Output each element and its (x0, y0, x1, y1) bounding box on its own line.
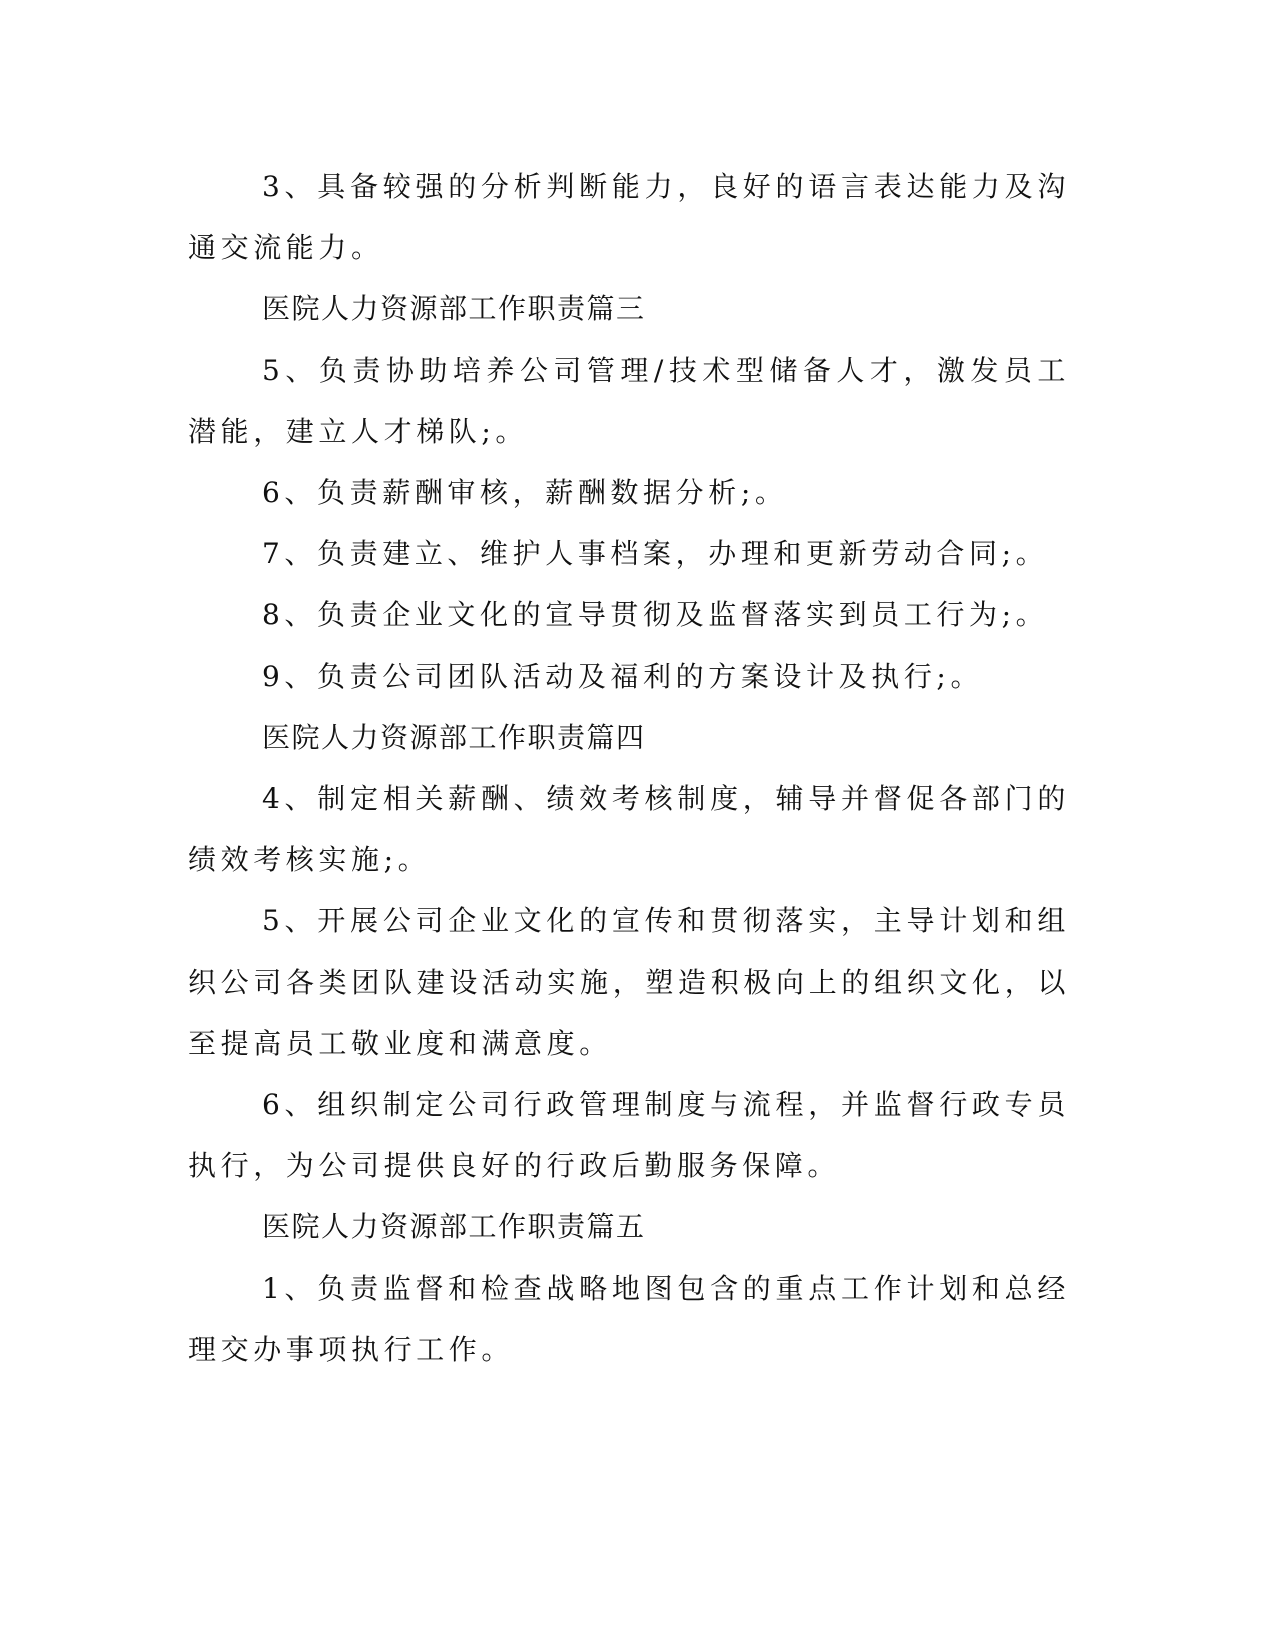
document-body (188, 156, 1070, 1380)
paragraph-item-5: 5、负责协助培养公司管理/技术型储备人才，激发员工潜能，建立人才梯队;。 (188, 353, 1070, 448)
paragraph-item-5-culture: 5、开展公司企业文化的宣传和贯彻落实，主导计划和组织公司各类团队建设活动实施，塑造积极向上的组织文化，以至提高员工敬业度和满意度。 (188, 904, 1070, 1060)
paragraph-item-7: 7、负责建立、维护人事档案，办理和更新劳动合同;。 (262, 537, 1049, 571)
paragraph-item-4: 4、制定相关薪酬、绩效考核制度，辅导并督促各部门的绩效考核实施;。 (188, 782, 1070, 877)
paragraph-item-8: 8、负责企业文化的宣导贯彻及监督落实到员工行为;。 (262, 598, 1049, 632)
paragraph-item-9: 9、负责公司团队活动及福利的方案设计及执行;。 (262, 659, 984, 693)
section-heading-part-4: 医院人力资源部工作职责篇四 (262, 720, 646, 754)
paragraph-item-3: 3、具备较强的分析判断能力，良好的语言表达能力及沟通交流能力。 (188, 170, 1070, 265)
section-heading-part-5: 医院人力资源部工作职责篇五 (262, 1210, 646, 1244)
paragraph-item-6: 6、负责薪酬审核，薪酬数据分析;。 (262, 476, 788, 510)
section-heading-part-3: 医院人力资源部工作职责篇三 (262, 292, 646, 326)
paragraph-item-6-admin: 6、组织制定公司行政管理制度与流程，并监督行政专员执行，为公司提供良好的行政后勤服务保障。 (188, 1088, 1070, 1183)
paragraph-item-1: 1、负责监督和检查战略地图包含的重点工作计划和总经理交办事项执行工作。 (188, 1271, 1070, 1366)
